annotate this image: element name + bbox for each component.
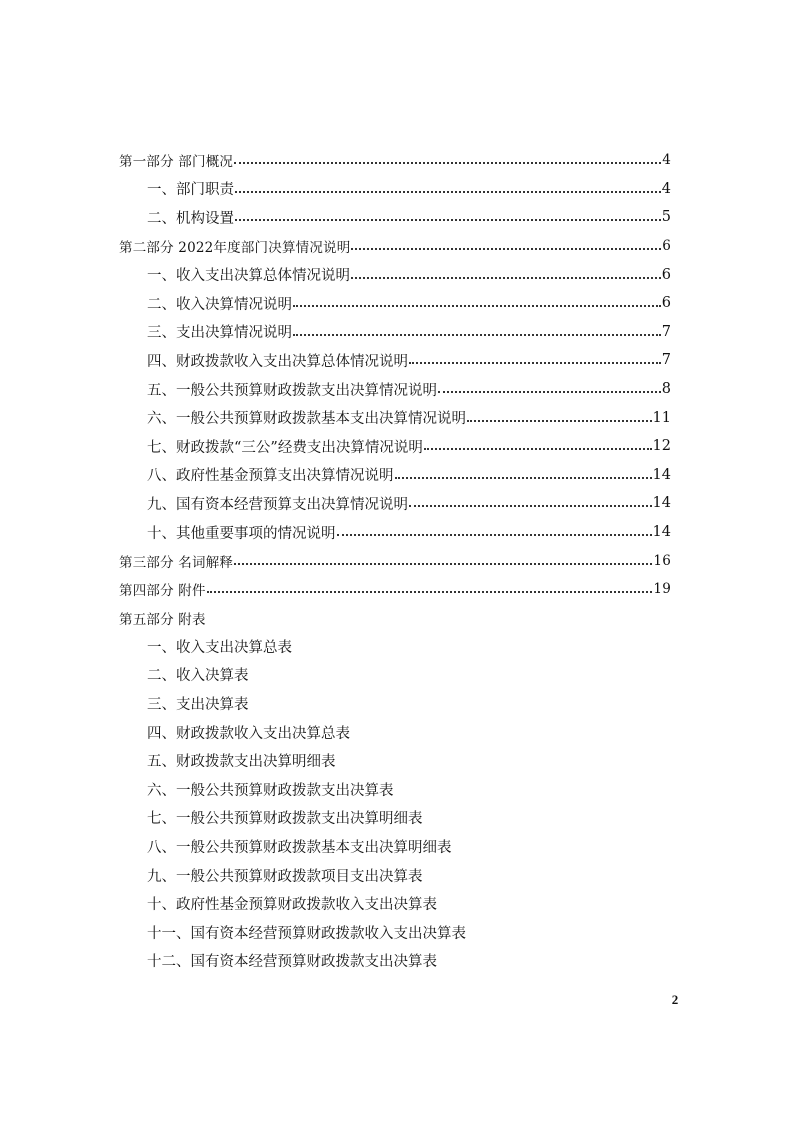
toc-entry-label: 九、一般公共预算财政拨款项目支出决算表 [147,868,423,885]
toc-entry[interactable] [119,918,671,947]
toc-entry[interactable] [119,689,671,718]
dot-leader [235,219,661,221]
toc-entry-label: 十一、国有资本经营预算财政拨款收入支出决算表 [147,925,466,942]
toc-entry[interactable] [119,346,671,375]
toc-entry-label: 二、收入决算情况说明 [147,296,292,313]
toc-entry[interactable] [119,889,671,918]
toc-entry-label: 二、机构设置 [147,210,234,227]
toc-entry-label: 十二、国有资本经营预算财政拨款支出决算表 [147,954,437,971]
toc-part-heading[interactable] [119,575,671,604]
toc-entry-page: 14 [652,495,671,512]
toc-entry[interactable] [119,775,671,804]
toc-entry-label: 十、其他重要事项的情况说明 [147,525,336,542]
dot-leader [207,591,653,593]
dot-leader [293,334,661,336]
toc-entry-label: 七、一般公共预算财政拨款支出决算明细表 [147,811,423,828]
toc-entry-label: 八、政府性基金预算支出决算情况说明 [147,468,394,485]
toc-entry-label: 三、支出决算表 [147,697,249,714]
toc-entry-label: 六、一般公共预算财政拨款支出决算表 [147,782,394,799]
toc-entry-label: 四、财政拨款收入支出决算总体情况说明 [147,353,408,370]
toc-entry-label: 七、财政拨款“三公”经费支出决算情况说明 [147,439,423,456]
toc-entry[interactable] [119,489,671,518]
dot-leader [395,477,652,479]
toc-entry[interactable] [119,375,671,404]
toc-entry-page: 4 [662,152,671,169]
toc-entry[interactable] [119,632,671,661]
toc-entry[interactable] [119,403,671,432]
toc-entry-label: 第五部分 附表 [119,611,206,628]
toc-entry-label: 五、一般公共预算财政拨款支出决算情况说明 [147,382,437,399]
toc-entry-page: 11 [652,409,671,426]
toc-entry-page: 14 [652,524,671,541]
dot-leader [293,305,661,307]
toc-entry[interactable] [119,804,671,833]
toc-entry[interactable] [119,289,671,318]
toc-entry-label: 十、政府性基金预算财政拨款收入支出决算表 [147,897,437,914]
toc-entry[interactable] [119,746,671,775]
toc-entry-label: 五、财政拨款支出决算明细表 [147,754,336,771]
toc-entry[interactable] [119,518,671,547]
toc-entry-page: 14 [652,466,671,483]
toc-entry-page: 6 [662,238,671,255]
toc-entry-page: 19 [653,581,671,598]
dot-leader [467,420,652,422]
toc-entry[interactable] [119,832,671,861]
toc-entry[interactable] [119,175,671,204]
toc-entry-label: 九、国有资本经营预算支出决算情况说明 [147,496,408,513]
toc-part-heading[interactable] [119,146,671,175]
toc-entry[interactable] [119,661,671,690]
toc-entry-label: 一、收入支出决算总表 [147,639,292,656]
dot-leader [234,162,661,164]
toc-entry-label: 四、财政拨款收入支出决算总表 [147,725,350,742]
toc-entry[interactable] [119,260,671,289]
dot-leader [409,362,661,364]
toc-entry-page: 7 [661,323,671,340]
toc-entry-page: 5 [661,209,671,226]
toc-entry[interactable] [119,318,671,347]
dot-leader [351,248,661,250]
dot-leader [351,277,661,279]
dot-leader [234,563,652,565]
toc-entry[interactable] [119,461,671,490]
toc-entry-page: 8 [661,381,671,398]
toc-entry[interactable] [119,861,671,890]
toc-entry-label: 第二部分 2022年度部门决算情况说明 [119,240,351,257]
toc-part-heading[interactable] [119,546,671,575]
toc-entry-label: 二、收入决算表 [147,668,249,685]
toc-entry-label: 第一部分 部门概况 [119,154,234,171]
toc-entry-label: 六、一般公共预算财政拨款基本支出决算情况说明 [147,411,466,428]
toc-entry-page: 6 [661,266,671,283]
dot-leader [409,505,652,507]
toc-part-heading[interactable] [119,232,671,261]
toc-entry[interactable] [119,718,671,747]
table-of-contents [119,146,671,975]
toc-entry-page: 16 [653,552,671,569]
toc-entry-page: 4 [661,180,671,197]
toc-part-heading[interactable] [119,604,671,633]
toc-entry-label: 八、一般公共预算财政拨款基本支出决算明细表 [147,840,452,857]
toc-entry-label: 第四部分 附件 [119,583,206,600]
toc-entry-label: 一、收入支出决算总体情况说明 [147,268,350,285]
toc-entry-page: 12 [652,438,671,455]
toc-entry-label: 第三部分 名词解释 [119,554,234,571]
toc-entry-label: 一、部门职责 [147,182,234,199]
toc-entry[interactable] [119,203,671,232]
toc-entry-page: 6 [661,295,671,312]
toc-entry-label: 三、支出决算情况说明 [147,325,292,342]
toc-entry-page: 7 [661,352,671,369]
dot-leader [424,448,652,450]
toc-entry[interactable] [119,432,671,461]
toc-entry[interactable] [119,947,671,976]
dot-leader [235,191,661,193]
dot-leader [337,534,652,536]
page-number: 2 [671,992,679,1007]
dot-leader [438,391,661,393]
